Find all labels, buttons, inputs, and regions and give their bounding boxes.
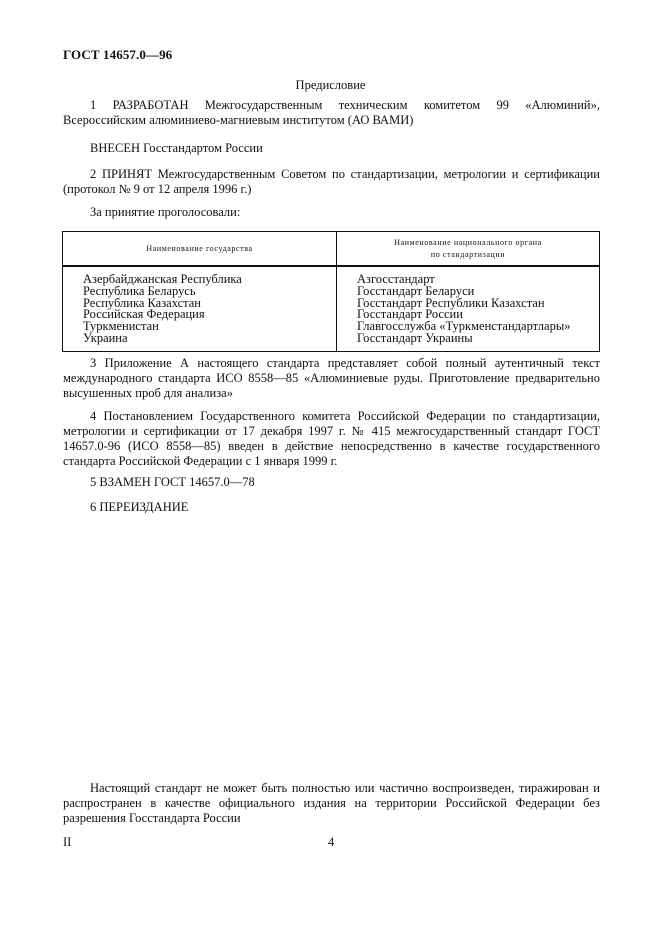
state-name: Российская Федерация	[83, 307, 205, 322]
paragraph-annex: 3 Приложение А настоящего стандарта представляет собой полный аутентичный текст международного стандарта ИСО 8558—85 «Алюминиевые руды. Приготовление предварительно высушенных проб для анализа»	[63, 356, 600, 400]
standards-body-name: Главгосслужба «Туркменстандартлары»	[357, 319, 571, 334]
page-number: 4	[328, 835, 335, 849]
states-cell	[63, 266, 337, 351]
section-title: Предисловие	[295, 78, 366, 92]
page-roman-numeral: II	[63, 835, 72, 849]
column-header-line: Наименование национального органа	[394, 237, 542, 247]
document-header: ГОСТ 14657.0—96	[63, 47, 173, 62]
paragraph-replaces: 5 ВЗАМЕН ГОСТ 14657.0—78	[90, 475, 255, 489]
paragraph-adopted: 2 ПРИНЯТ Межгосударственным Советом по стандартизации, метрологии и сертификации (протокол № 9 от 12 апреля 1996 г.)	[63, 167, 600, 196]
standards-body-name: Азгосстандарт	[357, 272, 435, 286]
paragraph-voted: За принятие проголосовали:	[90, 205, 241, 219]
voting-states-table	[62, 231, 600, 352]
standards-bodies-cell	[337, 266, 600, 351]
state-name: Украина	[83, 330, 128, 345]
standards-body-name: Госстандарт Беларуси	[357, 283, 475, 298]
copyright-notice: Настоящий стандарт не может быть полностью или частично воспроизведен, тиражирован и распространен в качестве официального издания на территории Российской Федерации без разрешения Госстандарта России	[63, 781, 600, 825]
standards-body-name: Госстандарт Украины	[357, 330, 473, 345]
paragraph-introduced: ВНЕСЕН Госстандартом России	[90, 141, 263, 155]
standards-body-name: Госстандарт России	[357, 307, 463, 322]
standards-body-name: Госстандарт Республики Казахстан	[357, 295, 545, 310]
state-name: Республика Беларусь	[83, 283, 196, 298]
state-name: Республика Казахстан	[83, 295, 201, 310]
paragraph-developed: 1 РАЗРАБОТАН Межгосударственным техническим комитетом 99 «Алюминий», Всероссийским алюминиево-магниевым институтом (АО ВАМИ)	[63, 98, 600, 127]
paragraph-enactment: 4 Постановлением Государственного комитета Российской Федерации по стандартизации, метрологии и сертификации от 17 декабря 1997 г. № 415 межгосударственный стандарт ГОСТ 14657.0-96 (ИСО 8558—85) введен в действие непосредственно в качестве государственного стандарта Российской Федерации с 1 января 1999 г.	[63, 409, 600, 468]
column-header-line: по стандартизации	[430, 249, 506, 259]
state-name: Туркменистан	[83, 319, 159, 334]
column-header-standards-body	[337, 232, 600, 267]
state-name: Азербайджанская Республика	[83, 272, 242, 286]
table-header-row	[63, 232, 600, 267]
table-row	[63, 266, 600, 351]
column-header-state: Наименование государства	[63, 232, 337, 267]
paragraph-reissue: 6 ПЕРЕИЗДАНИЕ	[90, 500, 189, 514]
